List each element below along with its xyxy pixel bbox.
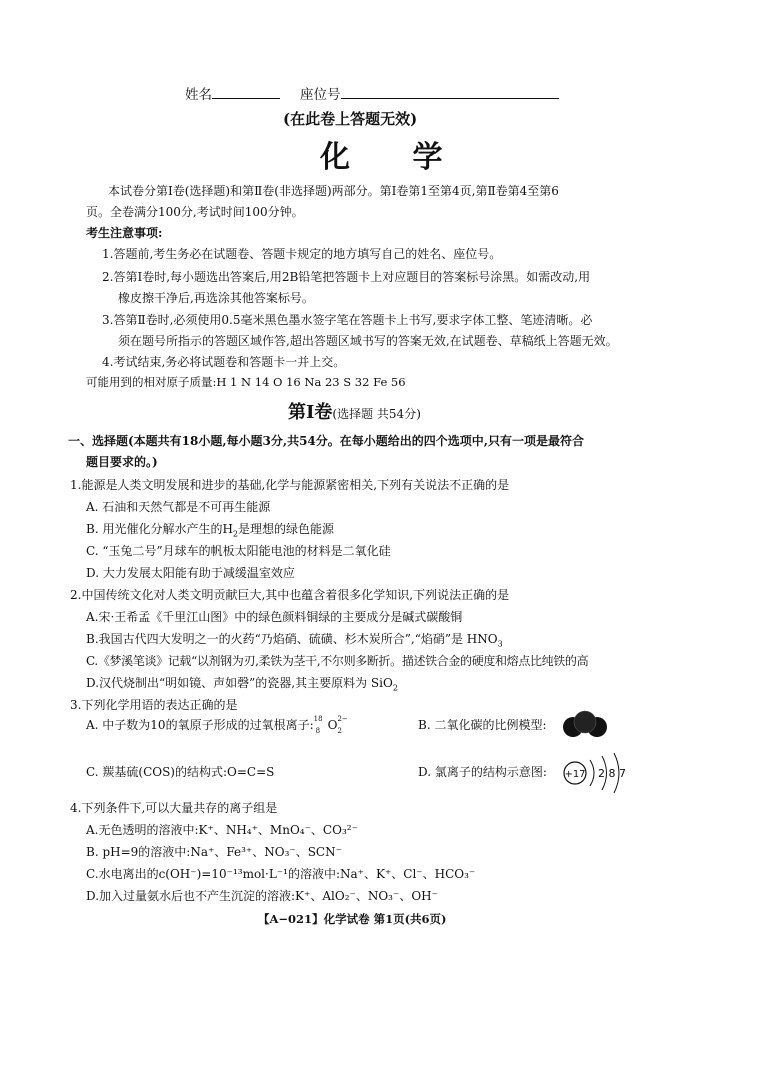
seat-blank <box>341 86 559 99</box>
q1-option-b-pre: B. 用光催化分解水产生的H <box>86 522 233 536</box>
q1-option-d: D. 大力发展太阳能有助于减缓温室效应 <box>86 566 295 580</box>
q3-option-b: B. 二氧化碳的比例模型: <box>418 718 547 732</box>
q2-option-b-pre: B.我国古代四大发明之一的火药“乃焰硝、硫磺、杉木炭所合”,“焰硝”是 HNO <box>86 632 498 646</box>
page-title: 化 学 <box>320 140 469 175</box>
page-footer: 【A−021】化学试卷 第1页(共6页) <box>258 912 447 926</box>
q3-option-a-pre: A. 中子数为10的氧原子形成的过氧根离子: <box>86 718 314 732</box>
q2-option-d-pre: D.汉代烧制出“明如镜、声如磬”的瓷器,其主要原料为 SiO <box>86 676 393 690</box>
q2-option-b <box>86 632 503 649</box>
q2-option-a: A.宋·王希孟《千里江山图》中的绿色颜料铜绿的主要成分是碱式碳酸铜 <box>86 610 463 624</box>
ion-subscript: 2 <box>337 726 342 735</box>
co2-space-filling-model <box>562 708 608 738</box>
notice-item4: 4.考试结束,务必将试题卷和答题卡一并上交。 <box>102 355 346 369</box>
instruction-line1: 一、选择题(本题共有18小题,每小题3分,共54分。在每小题给出的四个选项中,只有一项是最符合 <box>68 434 584 448</box>
notice-item1: 1.答题前,考生务必在试题卷、答题卡规定的地方填写自己的姓名、座位号。 <box>102 247 502 261</box>
electron-counts: 2 8 7 <box>598 767 626 780</box>
notice-item2b: 橡皮擦干净后,再选涂其他答案标号。 <box>118 291 314 305</box>
intro-line2: 页。全卷满分100分,考试时间100分钟。 <box>86 205 304 219</box>
ion-charge: 2− <box>337 714 348 723</box>
q1-stem: 1.能源是人类文明发展和进步的基础,化学与能源紧密相关,下列有关说法不正确的是 <box>70 478 510 492</box>
section-title <box>288 402 421 424</box>
section-subtitle: (选择题 共54分) <box>332 407 421 421</box>
chloride-ion-structure-diagram <box>560 748 638 794</box>
q3-stem: 3.下列化学用语的表达正确的是 <box>70 698 238 712</box>
q1-option-b-post: 是理想的绿色能源 <box>238 522 335 536</box>
q2-stem: 2.中国传统文化对人类文明贡献巨大,其中也蕴含着很多化学知识,下列说法正确的是 <box>70 588 510 602</box>
section-title-main: 第Ⅰ卷 <box>288 402 333 423</box>
q2-option-c: C.《梦溪笔谈》记载“以剂钢为刃,柔铁为茎干,不尔则多断折。描述铁合金的硬度和熔点比纯铁的高 <box>86 654 589 668</box>
invalid-note: (在此卷上答题无效) <box>283 110 418 128</box>
ion-scripts <box>337 714 351 735</box>
nucleus-charge: +17 <box>564 769 586 780</box>
q3-option-a <box>86 714 351 735</box>
mass-number: 18 <box>313 714 323 723</box>
q2-option-d <box>86 676 398 693</box>
notice-heading: 考生注意事项: <box>86 226 163 240</box>
nuclide-notation <box>313 714 328 735</box>
notice-item3a: 3.答第Ⅱ卷时,必须使用0.5毫米黑色墨水签字笔在答题卡上书写,要求字体工整、笔迹清晰。必 <box>102 313 593 327</box>
q4-option-a: A.无色透明的溶液中:K⁺、NH₄⁺、MnO₄⁻、CO₃²⁻ <box>86 823 358 837</box>
q1-option-a: A. 石油和天然气都是不可再生能源 <box>86 500 271 514</box>
instruction-line2: 题目要求的。) <box>86 455 158 469</box>
name-label: 姓名 <box>185 87 212 103</box>
q4-option-c: C.水电离出的c(OH⁻)=10⁻¹³mol·L⁻¹的溶液中:Na⁺、K⁺、Cl⁻、HCO₃⁻ <box>86 867 476 881</box>
carbon-atom <box>574 711 596 733</box>
name-blank <box>212 86 280 99</box>
electron-shell-1 <box>590 760 594 786</box>
oxygen-symbol: O <box>327 718 338 732</box>
seat-label: 座位号 <box>300 87 341 103</box>
q3-option-d: D. 氯离子的结构示意图: <box>418 765 547 779</box>
q1-option-c: C. “玉兔二号”月球车的帆板太阳能电池的材料是二氧化硅 <box>86 544 391 558</box>
atomic-number: 8 <box>315 726 321 735</box>
intro-line1: 本试卷分第Ⅰ卷(选择题)和第Ⅱ卷(非选择题)两部分。第Ⅰ卷第1至第4页,第Ⅱ卷第4至第6 <box>108 184 559 198</box>
q2-option-b-sub: 3 <box>497 639 503 649</box>
q4-option-d: D.加入过量氨水后也不产生沉淀的溶液:K⁺、AlO₂⁻、NO₃⁻、OH⁻ <box>86 889 438 903</box>
notice-item3b: 须在题号所指示的答题区域作答,超出答题区域书写的答案无效,在试题卷、草稿纸上答题无效。 <box>118 334 618 348</box>
q4-stem: 4.下列条件下,可以大量共存的离子组是 <box>70 801 278 815</box>
q1-option-b-sub: 2 <box>232 529 239 539</box>
name-field <box>185 86 280 103</box>
q3-option-c: C. 羰基硫(COS)的结构式:O=C=S <box>86 765 275 779</box>
q2-option-d-sub: 2 <box>392 683 398 693</box>
seat-field <box>300 86 559 103</box>
notice-item2a: 2.答第Ⅰ卷时,每小题选出答案后,用2B铅笔把答题卡上对应题目的答案标号涂黑。如需改动,用 <box>102 270 591 284</box>
q4-option-b: B. pH=9的溶液中:Na⁺、Fe³⁺、NO₃⁻、SCN⁻ <box>86 845 342 859</box>
atomic-masses: 可能用到的相对原子质量:H 1 N 14 O 16 Na 23 S 32 Fe 56 <box>86 375 406 389</box>
q1-option-b <box>86 522 334 539</box>
